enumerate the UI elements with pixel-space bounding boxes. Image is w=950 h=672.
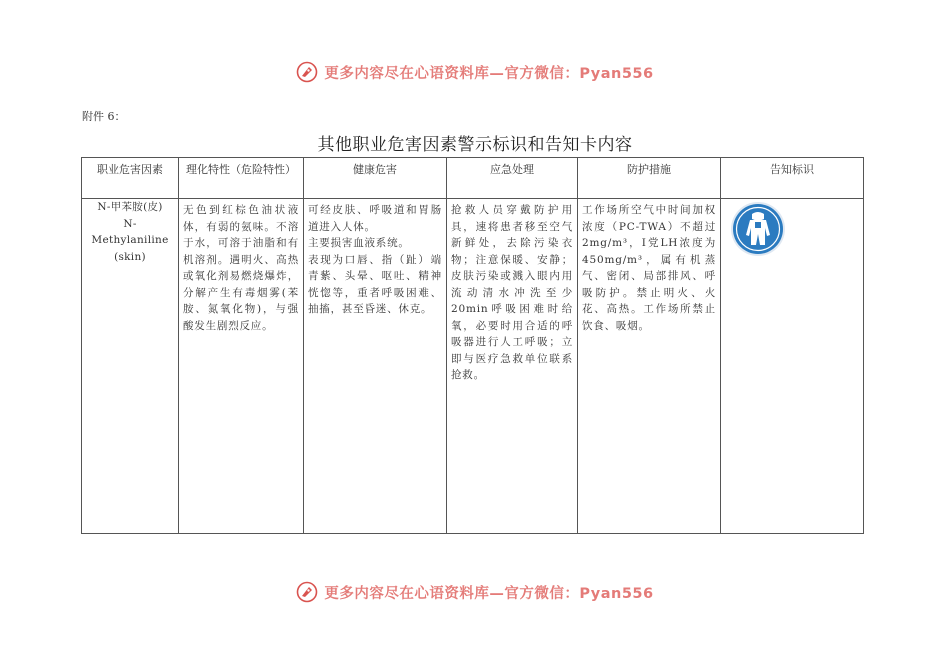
header-hazard-factor: 职业危害因素 [82,158,179,199]
health-hazard-line: 表现为口唇、指（趾）端青紫、头晕、呕吐、精神恍惚等，重者呼吸困难、抽搐，甚至昏迷、休克。 [308,253,442,315]
factor-line: N-甲苯胺(皮) [97,201,163,213]
header-sign: 告知标识 [721,158,864,199]
cell-emergency [447,199,578,534]
health-hazard-line: 主要损害血液系统。 [308,237,410,249]
pen-nib-circle-icon [296,581,318,603]
watermark-top [0,57,950,87]
attachment-label: 附件 6： [82,110,126,123]
header-protection: 防护措施 [578,158,721,199]
protective-clothing-mandatory-icon [730,201,786,257]
protection-text: 工作场所空气中时间加权浓度（PC-TWA）不超过2mg/m³，I党LH浓度为450mg/m³，属有机蒸气、密闭、局部排风、呼吸防护。禁止明火、火花、高热。工作场所禁止饮食、吸烟。 [582,204,716,332]
watermark-text: 更多内容尽在心语资料库—官方微信：Pyan556 [324,585,654,602]
header-properties: 理化特性（危险特性） [179,158,304,199]
factor-line: Methylaniline [91,234,169,246]
cell-sign [721,199,864,534]
pen-nib-circle-icon [296,61,318,83]
cell-hazard-factor [82,199,179,534]
cell-health-hazard [304,199,447,534]
cell-protection [578,199,721,534]
emergency-text: 抢救人员穿戴防护用具，速将患者移至空气新鲜处，去除污染衣物；注意保暖、安静；皮肤污染或溅入眼内用流动清水冲洗至少20min呼吸困难时给氧，必要时用合适的呼吸器进行人工呼吸；立即与医疗急救单位联系抢救。 [451,204,573,381]
hazard-info-table [81,157,864,534]
health-hazard-line: 可经皮肤、呼吸道和胃肠道进入人体。 [308,204,442,233]
header-emergency: 应急处理 [447,158,578,199]
watermark-text: 更多内容尽在心语资料库—官方微信：Pyan556 [324,65,654,82]
cell-properties [179,199,304,534]
header-health-hazard: 健康危害 [304,158,447,199]
table-header-row [82,158,864,199]
properties-text: 无色到红棕色油状液体，有弱的氨味。不溶于水，可溶于油脂和有机溶剂。遇明火、高热或氧化剂易燃烧爆炸，分解产生有毒烟雾(苯胺、氮氧化物)，与强酸发生剧烈反应。 [183,204,299,332]
factor-line: (skin) [114,250,146,263]
factor-line: N- [123,217,137,230]
table-row [82,199,864,534]
watermark-bottom [0,577,950,607]
document-title: 其他职业危害因素警示标识和告知卡内容 [317,135,633,155]
